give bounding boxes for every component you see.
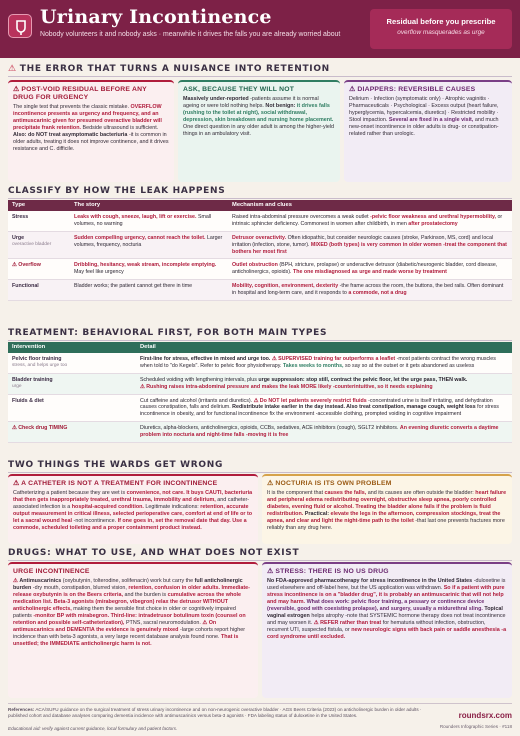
- card-catheter: [8, 474, 258, 544]
- intervention-cell: [8, 373, 136, 394]
- text: -the frame across the room, the buttons, the bed rails. Often dominant in hospital and long-term care, and it responds to: [232, 283, 504, 297]
- text: Rushing raises intra-abdominal pressure and makes the leak MORE likely -counterintuitive, so it needs explaining: [146, 383, 433, 390]
- table-row: [8, 231, 512, 259]
- text: and much new-onset incontinence in older adults is drug- or constipation-related rather than urologic.: [349, 117, 499, 137]
- card-nocturia: [262, 474, 512, 544]
- text: No FDA-approved pharmacotherapy for stress incontinence in the United States: [267, 578, 473, 584]
- type-label: Urge: [12, 234, 25, 241]
- text: and the burden is: [124, 592, 167, 598]
- text: (BPH, stricture, prolapse) or underactive detrusor (diabetic/neurogenic bladder, cord disease, anticholinergics, opioids).: [232, 262, 498, 276]
- text: for hematuria without infection, obstruction, recurrent UTI, suspected fistula, or: [267, 620, 486, 633]
- story-cell: [70, 259, 228, 280]
- type-sublabel: overactive bladder: [12, 241, 52, 247]
- text: Mobility, cognition, environment, dexterity: [232, 283, 339, 290]
- warning-icon: ⚠: [13, 578, 18, 584]
- text: Leaks with cough, sneeze, laugh, lift or exercise.: [74, 213, 197, 220]
- card-stress-drugs: [262, 562, 512, 698]
- text: -large cohorts report higher incidence than with beta-3 agonists, a very large recent database analysis found none.: [13, 627, 245, 640]
- text: MIXED (both types) is very common in older women -treat the component that bothers her most first: [232, 241, 507, 255]
- warning-icon: ⚠: [13, 480, 22, 487]
- card-title-text: POST-VOID RESIDUAL BEFORE ANY DRUG FOR URGENCY: [13, 86, 147, 101]
- card-title: [349, 86, 507, 94]
- section-heading-wards: TWO THINGS THE WARDS GET WRONG: [8, 460, 512, 473]
- text: Antimuscarinics: [19, 578, 62, 584]
- type-label: Stress: [12, 213, 29, 220]
- text: Bladder works; the patient cannot get there in time: [74, 283, 193, 290]
- intervention-name: Check drug TIMING: [18, 425, 68, 432]
- story-cell: [70, 211, 228, 231]
- badge-subtitle: overflow masquerades as urge: [397, 29, 485, 36]
- text: Topical vaginal estrogen: [267, 606, 503, 619]
- series-label: Rounders Infographic Series · #118: [439, 724, 512, 729]
- text: or intrinsic sphincter deficiency. Commonest in women after childbirth, in men: [232, 213, 503, 227]
- warning-icon: ⚠: [313, 620, 319, 626]
- text: It is the component that: [267, 490, 324, 496]
- text: REFER rather than treat: [320, 620, 382, 626]
- table-header-row: [8, 200, 512, 211]
- references: [8, 707, 428, 719]
- text: The one misdiagnosed as urge and made worse by treatment: [292, 269, 447, 276]
- card-post-void-residual: [8, 80, 174, 182]
- warning-icon: ⚠: [12, 262, 19, 269]
- text: -concentrated urine is itself irritating, and dehydration causes constipation, falls and delirium.: [140, 397, 493, 411]
- text: elevate the legs in the afternoon, compression stockings, treat the apnea, and clear and light the night-time path to the toilet: [267, 511, 501, 524]
- text: That is unsettled; the IMMEDIATE anticholinergic harm is not.: [13, 634, 239, 647]
- site-link[interactable]: roundsrx.com: [458, 711, 512, 720]
- text: Treating the bladder alone fails if the problem is fluid redistribution.: [267, 504, 491, 517]
- warning-icon: ⚠: [267, 480, 276, 487]
- table-row: [8, 353, 512, 373]
- text: making them the sensible first choice in older or cognitively impaired patients: [13, 606, 236, 619]
- type-label: Overflow: [18, 262, 41, 269]
- text: causes the falls,: [324, 490, 367, 496]
- text: -pelvic floor weakness and urethral hypermobility,: [370, 213, 496, 220]
- text: Delirium · Infection (symptomatic only) · Atrophic vaginitis · Pharmaceuticals · Psychological · Excess output (heart failure, hyperglycemia, hypercalcemia, diuretics) · Restricted mobility · Stool impaction.: [349, 96, 499, 123]
- text: cumulative across the whole medication list. Beta-3 agonists (mirabegron, vibegron) relax the detrusor WITHOUT anticholinergic effects,: [13, 592, 242, 612]
- card-title: ASK, BECAUSE THEY WILL NOT: [183, 86, 295, 93]
- text: -it is common in older adults, treating it does not improve continence, and it drives resistance and C. difficile.: [13, 132, 169, 152]
- card-title: URGE INCONTINENCE: [13, 568, 90, 575]
- text: helps atrophy -note that SYSTEMIC hormone therapy does not treat incontinence and may worsen it.: [267, 613, 506, 626]
- section-heading-error: [8, 64, 512, 77]
- text: May feel like urgency: [74, 269, 124, 276]
- text: full anticholinergic burden: [13, 578, 243, 591]
- card-ask: [178, 80, 340, 182]
- intervention-cell: [8, 394, 136, 422]
- text: retention, confusion in older adults. Immediate-release oxybutynin is on the Beers criteria,: [13, 585, 250, 598]
- warning-icon: ⚠: [13, 86, 22, 93]
- text: First-line for stress, effective in mixed and urge too.: [140, 355, 271, 362]
- text: Detrusor overactivity.: [232, 234, 287, 241]
- table-row: [8, 259, 512, 280]
- text: (oxybutynin, tolterodine, solifenacin) work but carry the: [62, 578, 194, 584]
- column-header: Intervention: [8, 342, 136, 353]
- text: On antimuscarinics and DEMENTIA the evidence is genuinely mixed: [13, 620, 217, 633]
- column-header: Mechanism and clues: [228, 200, 512, 211]
- page-title: Urinary Incontinence: [40, 6, 272, 28]
- text: -most patients contract the wrong muscles when told to "do Kegels". Refer to pelvic floor physiotherapy.: [140, 355, 496, 369]
- card-title-text: STRESS: THERE IS NO US DRUG: [275, 568, 389, 575]
- card-title-text: DIAPPERS: REVERSIBLE CAUSES: [357, 86, 476, 93]
- text: it drives falls (rushing to the toilet at night), social withdrawal, depression, skin breakdown and nursing home placement.: [183, 103, 334, 123]
- type-cell: [8, 259, 70, 280]
- text: retention, accurate output measurement in critical illness, selected perioperative care, comfort at end of life or to let a sacral wound heal: [13, 504, 253, 524]
- warning-icon: ⚠: [349, 86, 358, 93]
- section-heading-drugs: DRUGS: WHAT TO USE, AND WHAT DOES NOT EXIST: [8, 548, 512, 561]
- intervention-cell: [8, 353, 136, 373]
- footer-note: Educational aid: verify against current guidance, local formulary and patient factors.: [8, 726, 178, 731]
- warning-icon: ⚠: [12, 425, 19, 432]
- table-row: [8, 394, 512, 422]
- header-badge: [370, 9, 512, 49]
- text: and its causes are often outside the bladder:: [367, 490, 474, 496]
- text: Redistribute intake earlier in the day instead. Also treat constipation, manage cough, weight loss: [232, 404, 476, 411]
- text: hospital-acquired condition.: [71, 504, 144, 510]
- text: for stress incontinence in obesity, and for functional incontinence fix the environment -accessible clothing, prompted voiding in cognitive impairment: [140, 404, 499, 418]
- text: Small volumes, no warning: [74, 213, 212, 227]
- warning-icon: ⚠: [140, 383, 147, 390]
- page-subtitle: Nobody volunteers it and nobody asks · meanwhile it drives the falls you are already worried about: [40, 31, 341, 38]
- section-heading-treatment: TREATMENT: BEHAVIORAL FIRST, FOR BOTH MAIN TYPES: [8, 328, 512, 341]
- story-cell: [70, 280, 228, 301]
- text: a commode, not a drug: [348, 290, 407, 297]
- card-title-text: NOCTURIA IS ITS OWN PROBLEM: [275, 480, 392, 487]
- text: If one goes in, set the removal date that day.: [117, 518, 231, 524]
- text: One direct question in any older adult is among the higher-yield things in an ambulatory visit.: [183, 124, 335, 137]
- text: -that last one prevents fractures more reliably than any drug here.: [267, 518, 505, 531]
- text: An evening diuretic converts a daytime problem into nocturia and night-time falls -moving it is free: [140, 425, 499, 439]
- text: -not incontinence.: [73, 518, 117, 524]
- text: Legitimate indications:: [145, 504, 199, 510]
- section-heading-text: THE ERROR THAT TURNS A NUISANCE INTO RETENTION: [19, 64, 330, 74]
- detail-cell: [136, 353, 512, 373]
- card-diappers: [344, 80, 512, 182]
- text: Bedside ultrasound is sufficient.: [82, 125, 159, 131]
- text: Several are fixed in a single visit,: [388, 117, 474, 123]
- warning-icon: ⚠: [267, 568, 276, 575]
- text: Scheduled voiding with lengthening intervals, plus: [140, 376, 257, 383]
- mechanism-cell: [228, 231, 512, 259]
- mechanism-cell: [228, 280, 512, 301]
- detail-cell: [136, 373, 512, 394]
- badge-title: Residual before you prescribe: [386, 17, 496, 26]
- mechanism-cell: [228, 211, 512, 231]
- text: Practical:: [304, 511, 330, 517]
- text: The single test that prevents the classic mistake.: [13, 104, 129, 110]
- detail-cell: [136, 422, 512, 443]
- treatment-table: [8, 342, 512, 443]
- footer: [8, 703, 512, 731]
- references-text: ACA/SUFU guidance on the surgical treatment of stress urinary incontinence and on non-neurogenic overactive bladder · AGS Beers Criteria (2023) on anticholinergic burden in older adults · published cohort and database analyses comparing dementia incidence with antimuscarinics versus beta-3 agonists · FDA labeling status of duloxetine in the United States.: [8, 707, 422, 718]
- text: What does work: pelvic floor training, a pessary or continence device (reversible, good with coexisting prolapse), and surgery, usually a midurethral sling.: [267, 599, 485, 612]
- text: Often idiopathic, but consider neurologic causes (stroke, Parkinson, MS, cord) and local irritation (infection, stone, tumor).: [232, 234, 494, 248]
- column-header: Type: [8, 200, 70, 211]
- table-row: [8, 422, 512, 443]
- text: -dry mouth, constipation, blurred vision,: [32, 585, 127, 591]
- text: so say so at the outset or it gets abandoned as useless: [344, 362, 475, 369]
- text: Also: do NOT treat asymptomatic bacteriuria: [13, 132, 128, 138]
- text: Do NOT let patients severely restrict fluids: [259, 397, 367, 404]
- type-label: Functional: [12, 283, 39, 290]
- card-title: [267, 568, 507, 576]
- logo-icon: [8, 14, 32, 38]
- text: heart failure and peripheral edema redistributing overnight, obstructive sleep apnea, poorly controlled diabetes, evening fluid or alcohol.: [267, 490, 507, 510]
- column-header: Detail: [136, 342, 512, 353]
- type-cell: [8, 211, 70, 231]
- intervention-name: Pelvic floor training: [12, 355, 62, 362]
- warning-icon: ⚠: [202, 620, 208, 626]
- text: Dribbling, hesitancy, weak stream, incomplete emptying.: [74, 262, 217, 269]
- references-label: References:: [8, 707, 35, 712]
- table-row: [8, 211, 512, 231]
- text: new neurologic signs with back pain or saddle anesthesia -a cord syndrome until excluded.: [267, 627, 507, 640]
- type-cell: [8, 280, 70, 301]
- text: Larger volumes, frequency, nocturia: [74, 234, 223, 248]
- intervention-name: Bladder training: [12, 376, 53, 383]
- card-title-text: A CATHETER IS NOT A TREATMENT FOR INCONTINENCE: [21, 480, 218, 487]
- text: Outlet obstruction: [232, 262, 278, 269]
- warning-icon: ⚠: [271, 355, 277, 362]
- table-row: [8, 280, 512, 301]
- table-row: [8, 373, 512, 394]
- card-title: [13, 480, 253, 488]
- text: SUPERVISED training far outperforms a leaflet: [278, 355, 396, 362]
- intervention-sublabel: stress, and helps urge too: [12, 362, 68, 368]
- text: Sudden compelling urgency, cannot reach the toilet.: [74, 234, 206, 241]
- table-header-row: [8, 342, 512, 353]
- intervention-name: Fluids & diet: [12, 397, 44, 404]
- card-urge-drugs: [8, 562, 258, 698]
- section-heading-classify: CLASSIFY BY HOW THE LEAK HAPPENS: [8, 186, 512, 199]
- text: OVERFLOW incontinence presents as urgency and frequency, and an antimuscarinic given for presumed overactive bladder will precipitate frank retention.: [13, 104, 162, 131]
- intervention-sublabel: urge: [12, 383, 22, 389]
- text: Massively under-reported: [183, 96, 249, 102]
- classification-table: [8, 200, 512, 301]
- warning-icon: ⚠: [253, 397, 259, 404]
- text: So if a patient with pure stress incontinence is on a "bladder drug", it is probably an antimuscarinic that will not help and may harm.: [267, 585, 505, 605]
- text: Cut caffeine and alcohol (irritants and diuretics).: [140, 397, 253, 404]
- text: Third-line: intradetrusor botulinum toxin (counsel on retention and possible self-catheterization),: [13, 613, 246, 626]
- text: It buys CAUTI, bacteriuria that then gets inappropriately treated, urethral trauma, immobility and delirium,: [13, 490, 253, 503]
- warning-icon: ⚠: [8, 64, 17, 74]
- text: Diuretics, alpha-blockers, anticholinergics, opioids, CCBs, sedatives, ACE inhibitors (cough), SGLT2 inhibitors.: [140, 425, 399, 432]
- mechanism-cell: [228, 259, 512, 280]
- text: Catheterizing a patient because they are wet is: [13, 490, 126, 496]
- column-header: The story: [70, 200, 228, 211]
- text: Raised intra-abdominal pressure overcomes a weak outlet: [232, 213, 369, 220]
- text: PTNS, sacral neuromodulation.: [125, 620, 201, 626]
- text: Not benign:: [265, 103, 296, 109]
- text: -patients assume it is normal ageing or were told nothing helps.: [183, 96, 319, 109]
- detail-cell: [136, 394, 512, 422]
- header: [0, 0, 520, 58]
- text: Use a commode, scheduled toileting and a proper containment product instead.: [13, 518, 247, 531]
- card-title: [267, 480, 507, 488]
- text: and catheter-associated infection is a: [13, 497, 250, 510]
- text: after prostatectomy: [408, 220, 458, 227]
- text: -monitor BP with mirabegron.: [33, 613, 110, 619]
- text: convenience, not care.: [126, 490, 185, 496]
- type-cell: [8, 231, 70, 259]
- text: urge suppression: stop still, contract the pelvic floor, let the urge pass, THEN walk.: [258, 376, 468, 383]
- intervention-cell: [8, 422, 136, 443]
- text: -duloxetine is used elsewhere and off-label here, but the US application was withdrawn.: [267, 578, 506, 591]
- card-title: [13, 86, 169, 102]
- story-cell: [70, 231, 228, 259]
- text: Takes weeks to months,: [282, 362, 344, 369]
